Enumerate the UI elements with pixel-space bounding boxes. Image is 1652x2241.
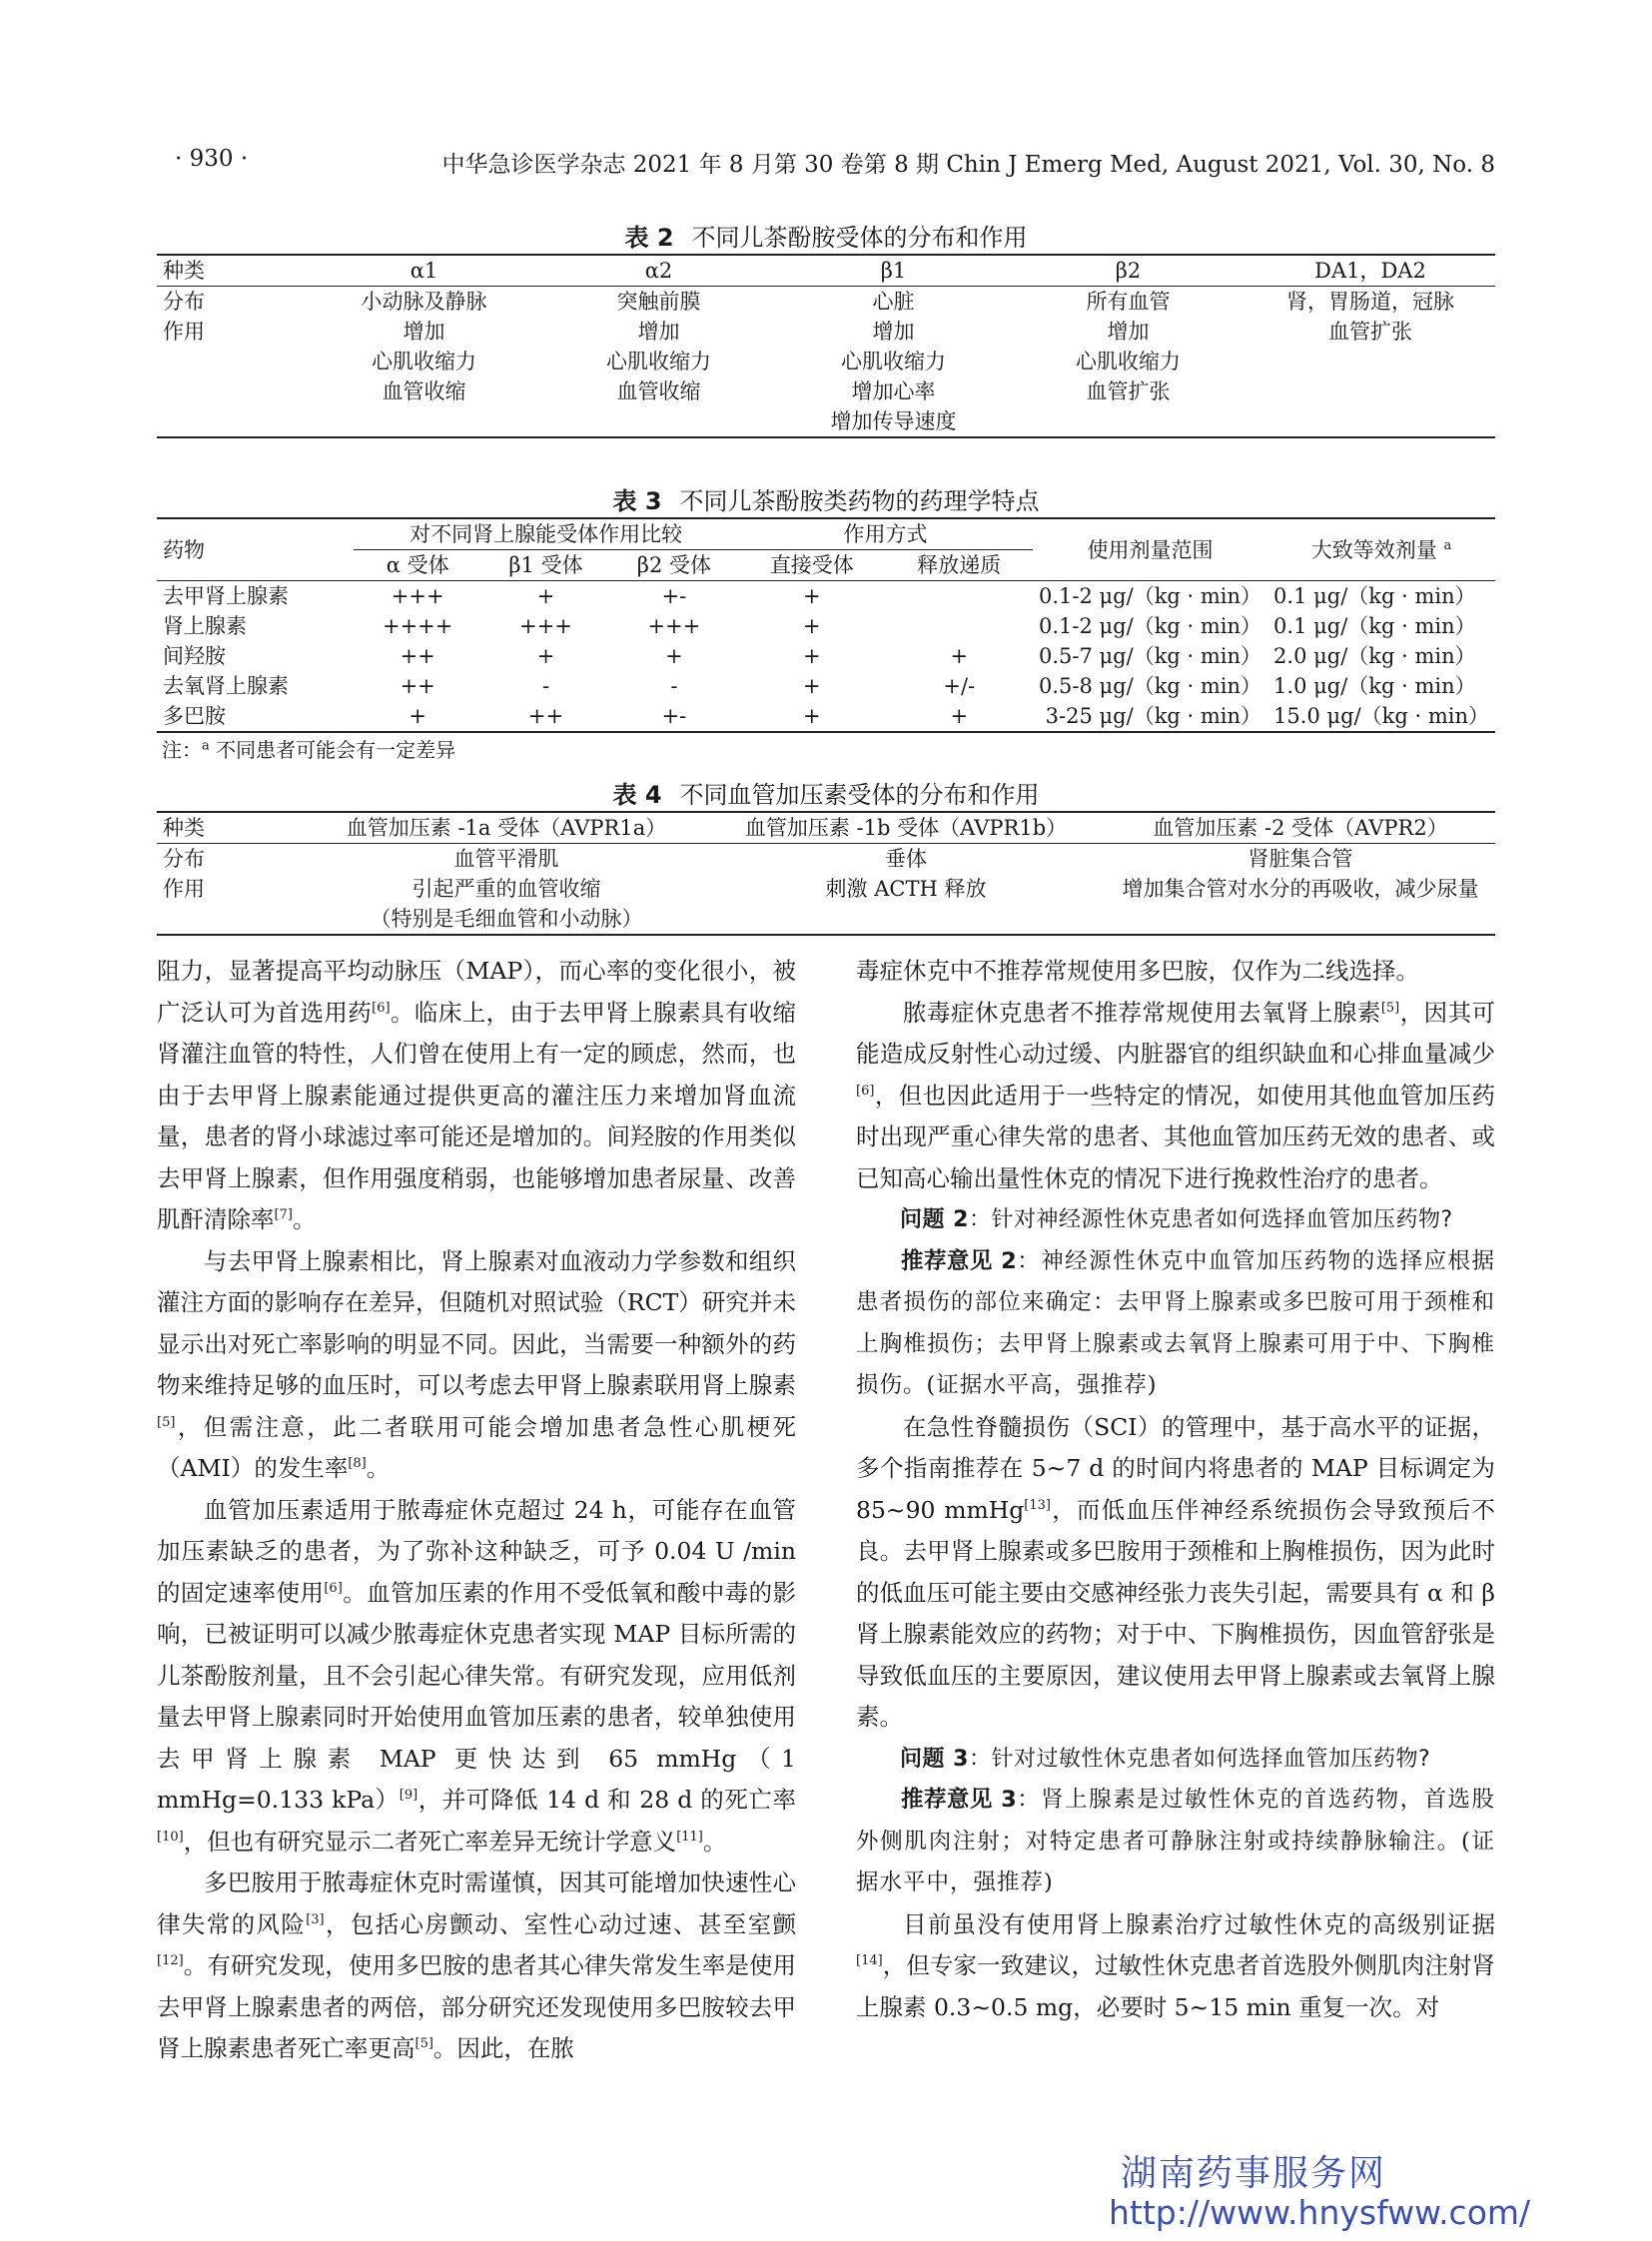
table-cell: +++: [391, 584, 444, 608]
table4-label: 表 4: [612, 781, 662, 809]
cell-line: 血管收缩: [382, 379, 466, 403]
table2-row-effect: [157, 317, 1495, 437]
drug-name: 间羟胺: [163, 644, 226, 668]
recommendation-2: [856, 1241, 1495, 1407]
citation: [3]: [306, 1911, 325, 1927]
table-row: [157, 641, 1495, 671]
drug-name: 肾上腺素: [163, 614, 247, 638]
cell-line: 增加: [403, 320, 445, 344]
paragraph: [856, 993, 1495, 1200]
cell-line: 增加: [1107, 320, 1150, 344]
table4-header-row: [157, 812, 1495, 844]
table-cell: +: [738, 701, 885, 732]
citation: [5]: [1380, 1000, 1400, 1016]
paragraph: [157, 1241, 796, 1490]
question-label: 问题 3: [900, 1746, 969, 1772]
table4-title: 不同血管加压素受体的分布和作用: [679, 781, 1040, 809]
question-label: 问题 2: [900, 1207, 969, 1232]
table-cell: 15.0 μg/（kg · min）: [1267, 701, 1495, 732]
citation: [7]: [274, 1207, 293, 1223]
citation: [6]: [324, 1580, 343, 1596]
table-row: [157, 581, 1495, 612]
cell-line: 心肌收缩力: [372, 350, 476, 374]
text: ，但需注意，此二者联用可能会增加患者急性心肌梗死（AMI）的发生率: [157, 1412, 796, 1482]
table3-header-compare: 对不同肾上腺能受体作用比较: [354, 518, 738, 550]
text: 多巴胺用于脓毒症休克时需谨慎，因其可能增加快速性心律失常的风险: [157, 1868, 796, 1938]
table4-header-cell: 种类: [157, 812, 307, 844]
cell-line: 引起严重的血管收缩: [412, 877, 601, 901]
citation: [5]: [157, 1414, 176, 1430]
table4-cell: 增加集合管对水分的再吸收，减少尿量: [1106, 874, 1495, 935]
citation: [8]: [348, 1456, 367, 1472]
table-cell: 1.0 μg/（kg · min）: [1273, 674, 1476, 698]
table-cell: [886, 581, 1033, 612]
table2-header-cell: β2: [1011, 255, 1245, 287]
text: 阻力，显著提高平均动脉压（MAP），而心率的变化很小，被广泛认可为首选用药: [157, 957, 796, 1027]
table-cell: 0.1 μg/（kg · min）: [1273, 614, 1476, 638]
table-cell: -: [541, 674, 550, 698]
table3-header-mode: 作用方式: [738, 518, 1033, 550]
paragraph: [856, 1904, 1495, 2029]
table2-label: 表 2: [624, 224, 674, 252]
question-2: [856, 1199, 1495, 1241]
table2-row-label: 作用: [157, 317, 307, 437]
table2-title: 不同儿茶酚胺受体的分布和作用: [691, 224, 1028, 252]
recommendation-3: [856, 1780, 1495, 1904]
watermark-url[interactable]: http://www.hnysfww.com/: [1109, 2193, 1531, 2232]
table3-subheader-cell: 释放递质: [886, 550, 1033, 581]
table-cell: ++: [400, 674, 435, 698]
cell-line: 血管收缩: [616, 379, 701, 403]
table-cell: +/-: [943, 674, 976, 698]
text: 血管加压素适用于脓毒症休克超过 24 h，可能存在血管加压素缺乏的患者，为了弥补这种缺乏，可予 0.04 U /min 的固定速率使用: [157, 1495, 796, 1607]
table-cell: 2.0 μg/（kg · min）: [1273, 644, 1476, 668]
cell-line: 血管扩张: [1328, 320, 1412, 344]
citation: [6]: [856, 1083, 875, 1099]
paragraph: [157, 1490, 796, 1864]
table-cell: 0.5-7 μg/（kg · min）: [1039, 644, 1262, 668]
text: 。因此，在脓: [432, 2034, 574, 2062]
citation: [10]: [157, 1829, 184, 1845]
table3-caption: [157, 481, 1495, 516]
note-text: 不同患者可能会有一定差异: [209, 738, 456, 762]
cell-line: 增加: [637, 320, 680, 344]
cell-line: 心肌收缩力: [841, 350, 946, 374]
table-cell: +++: [647, 614, 701, 638]
table2-row-distribution: [157, 287, 1495, 318]
table3-header-dose: 使用剂量范围: [1033, 518, 1267, 581]
table2-cell: [1245, 317, 1495, 437]
table-cell: -: [670, 674, 678, 698]
text: ，但也有研究显示二者死亡率差异无统计学意义: [183, 1827, 677, 1856]
footnote-marker: a: [1443, 537, 1452, 553]
table-row: [157, 671, 1495, 701]
table-cell: +: [886, 701, 1033, 732]
citation: [6]: [372, 1000, 391, 1016]
table4-row-distribution: [157, 844, 1495, 875]
table-cell: +++: [519, 614, 572, 638]
paragraph: [856, 1407, 1495, 1739]
table4-cell: 肾脏集合管: [1247, 847, 1353, 871]
journal-citation: 中华急诊医学杂志 2021 年 8 月第 30 卷第 8 期 Chin J Emerg Med, August 2021, Vol. 30, No. 8: [441, 152, 1495, 178]
table3-header-drug: 药物: [157, 518, 354, 581]
table2-header-cell: β1: [776, 255, 1011, 287]
table3-label: 表 3: [612, 487, 662, 515]
table-cell: +: [950, 644, 969, 668]
table4-header-cell: 血管加压素 -1a 受体（AVPR1a）: [307, 812, 706, 844]
cell-line: 心肌收缩力: [1076, 350, 1181, 374]
citation: [11]: [676, 1829, 703, 1845]
text: 与去甲肾上腺素相比，肾上腺素对血液动力学参数和组织灌注方面的影响存在差异，但随机对照试验（RCT）研究并未显示出对死亡率影响的明显不同。因此，当需要一种额外的药物来维持足够的血压时，可以考虑去甲肾上腺素联用肾上腺素: [157, 1246, 796, 1399]
table2-header-cell: α2: [541, 255, 776, 287]
citation: [12]: [157, 1953, 184, 1969]
header-text: 大致等效剂量: [1310, 537, 1437, 562]
text: 。: [366, 1454, 391, 1482]
text: 。有研究发现，使用多巴胺的患者其心律失常发生率是使用去甲肾上腺素患者的两倍，部分研究还发现使用多巴胺较去甲肾上腺素患者死亡率更高: [157, 1951, 796, 2062]
text: 。: [702, 1827, 727, 1856]
table3-title: 不同儿茶酚胺类药物的药理学特点: [679, 487, 1040, 515]
text: 目前虽没有使用肾上腺素治疗过敏性休克的高级别证据: [903, 1909, 1495, 1938]
table-cell: +: [536, 584, 555, 608]
table2-cell: 肾，胃肠道，冠脉: [1286, 290, 1454, 314]
table2-header-row: [157, 255, 1495, 287]
table2-row-label: 分布: [163, 290, 205, 314]
watermark-site-name: 湖南药事服务网: [1121, 2153, 1387, 2194]
table3-subheader-cell: α 受体: [354, 550, 481, 581]
paragraph: [157, 1863, 796, 2070]
table3-header-row: [157, 518, 1495, 550]
table4-cell: 垂体: [885, 847, 927, 871]
table2-cell: [776, 317, 1011, 437]
table2-header-cell: 种类: [157, 255, 307, 287]
question-3: [856, 1739, 1495, 1781]
question-text: ：针对过敏性休克患者如何选择血管加压药物?: [968, 1746, 1431, 1772]
drug-name: 多巴胺: [157, 701, 354, 732]
table4-row-label: 分布: [163, 847, 205, 871]
table-row: [157, 611, 1495, 641]
table-cell: 3-25 μg/（kg · min）: [1033, 701, 1267, 732]
paragraph: [157, 951, 796, 1241]
table4-header-cell: 血管加压素 -2 受体（AVPR2）: [1106, 812, 1495, 844]
table2-cell: [541, 317, 776, 437]
cell-line: 心肌收缩力: [606, 350, 711, 374]
right-column: [856, 951, 1495, 2028]
table4-caption: [157, 775, 1495, 810]
cell-line: 血管扩张: [1086, 379, 1171, 403]
table2-cell: 所有血管: [1086, 290, 1171, 314]
table-cell: +: [665, 644, 683, 668]
text: ，但专家一致建议，过敏性休克患者首选股外侧肌肉注射肾上腺素 0.3~0.5 mg，必要时 5~15 min 重复一次。对: [856, 1951, 1495, 2021]
table-cell: ++: [481, 701, 609, 732]
text: ，因其可能造成反射性心动过缓、内脏器官的组织缺血和心排血量减少: [856, 998, 1496, 1068]
text: 在急性脊髓损伤（SCI）的管理中，基于高水平的证据，多个指南推荐在 5~7 d 的时间内将患者的 MAP 目标调定为 85~90 mmHg: [856, 1412, 1495, 1524]
text: ，但也因此适用于一些特定的情况，如使用其他血管加压药时出现严重心律失常的患者、其他血管加压药无效的患者、或已知高心输出量性休克的情况下进行挽救性治疗的患者。: [856, 1081, 1495, 1192]
citation: [9]: [399, 1788, 418, 1804]
table2-cell: [307, 317, 541, 437]
table4-header-cell: 血管加压素 -1b 受体（AVPR1b）: [706, 812, 1106, 844]
table4-row-effect: [157, 874, 1495, 935]
cell-line: 增加传导速度: [830, 409, 957, 433]
table-row: [157, 701, 1495, 732]
paragraph: 毒症休克中不推荐常规使用多巴胺，仅作为二线选择。: [856, 957, 1419, 985]
table3-header-equiv: [1267, 518, 1495, 581]
table-cell: 0.1-2 μg/（kg · min）: [1039, 614, 1262, 638]
table-cell: +: [803, 674, 821, 698]
cell-line: 增加: [872, 320, 915, 344]
table4-cell: 刺激 ACTH 释放: [706, 874, 1106, 935]
recommendation-label: 推荐意见 3: [901, 1787, 1017, 1813]
citation: [14]: [856, 1953, 883, 1969]
table2-cell: 突触前膜: [616, 290, 701, 314]
table3-subheader-cell: 直接受体: [738, 550, 885, 581]
note-prefix: 注：: [162, 738, 202, 762]
page-number: · 930 ·: [175, 146, 249, 172]
drug-name: 去氧肾上腺素: [163, 674, 289, 698]
table3-subheader-cell: β1 受体: [481, 550, 609, 581]
table-cell: 0.5-8 μg/（kg · min）: [1039, 674, 1262, 698]
table-cell: +-: [661, 584, 687, 608]
table-cell: ++++: [382, 614, 453, 638]
table-cell: +: [536, 644, 555, 668]
table2-cell: 小动脉及静脉: [361, 290, 487, 314]
left-column: [157, 951, 796, 2070]
text: ，包括心房颤动、室性心动过速、甚至室颤: [324, 1909, 797, 1938]
table4-cell: [307, 874, 706, 935]
citation: [13]: [1024, 1497, 1051, 1513]
question-text: ：针对神经源性休克患者如何选择血管加压药物?: [968, 1207, 1453, 1232]
table2-cell: 心脏: [872, 290, 915, 314]
table4-cell: 血管平滑肌: [453, 847, 559, 871]
table3-note: [162, 734, 455, 763]
table-cell: +: [354, 701, 481, 732]
footnote-marker: a: [202, 738, 210, 754]
text: 脓毒症休克患者不推荐常规使用去氧肾上腺素: [903, 998, 1381, 1027]
table3: [157, 517, 1495, 733]
table-cell: +: [803, 644, 821, 668]
table-cell: +: [803, 584, 821, 608]
table2-cell: [1011, 317, 1245, 437]
table-cell: 0.1-2 μg/（kg · min）: [1039, 584, 1262, 608]
table3-subheader-cell: β2 受体: [610, 550, 738, 581]
cell-line: 增加心率: [851, 379, 936, 403]
cell-line: （特别是毛细血管和小动脉）: [370, 907, 643, 931]
recommendation-label: 推荐意见 2: [901, 1247, 1017, 1274]
table-cell: [886, 611, 1033, 641]
table4: [157, 811, 1495, 936]
text: ，而低血压伴神经系统损伤会导致预后不良。去甲肾上腺素或多巴胺用于颈椎和上胸椎损伤，因为此时的低血压可能主要由交感神经张力丧失引起，需要具有 α 和 β 肾上腺素能效应的药物；对于中、下胸椎损伤，因血管舒张是导致低血压的主要原因，建议使用去甲肾上腺素或去氧肾上腺素。: [856, 1495, 1495, 1731]
table-cell: +: [803, 614, 821, 638]
table2-header-cell: α1: [307, 255, 541, 287]
text: ，并可降低 14 d 和 28 d 的死亡率: [417, 1786, 796, 1814]
table2-caption: [157, 218, 1495, 253]
table4-row-label: 作用: [157, 874, 307, 935]
text: 。临床上，由于去甲肾上腺素具有收缩肾灌注血管的特性，人们曾在使用上有一定的顾虑，然而，也由于去甲肾上腺素能通过提供更高的灌注压力来增加肾血流量，患者的肾小球滤过率可能还是增加的。间羟胺的作用类似去甲肾上腺素，但作用强度稍弱，也能够增加患者尿量、改善肌酐清除率: [157, 998, 797, 1233]
table2-header-cell: DA1，DA2: [1245, 255, 1495, 287]
citation: [5]: [414, 2036, 433, 2052]
table-cell: +-: [610, 701, 738, 732]
text: 。: [292, 1205, 317, 1233]
table-cell: 0.1 μg/（kg · min）: [1273, 584, 1476, 608]
drug-name: 去甲肾上腺素: [163, 584, 289, 608]
recommendation-text: ：肾上腺素是过敏性休克的首选药物，首选股外侧肌肉注射；对特定患者可静脉注射或持续静脉输注。(证据水平中，强推荐): [856, 1787, 1495, 1895]
recommendation-text: ：神经源性休克中血管加压药物的选择应根据患者损伤的部位来确定：去甲肾上腺素或多巴胺可用于颈椎和上胸椎损伤；去甲肾上腺素或去氧肾上腺素可用于中、下胸椎损伤。(证据水平高，强推荐): [856, 1247, 1495, 1398]
text: 。血管加压素的作用不受低氧和酸中毒的影响，已被证明可以减少脓毒症休克患者实现 MAP 目标所需的儿茶酚胺剂量，且不会引起心律失常。有研究发现，应用低剂量去甲肾上腺素同时开始使用血管加压素的患者，较单独使用去甲肾上腺素 MAP 更快达到 65 mmHg（1 mmHg=0.133 kPa）: [157, 1578, 797, 1814]
running-header: [157, 146, 1495, 182]
table2: [157, 254, 1495, 438]
table-cell: ++: [400, 644, 435, 668]
